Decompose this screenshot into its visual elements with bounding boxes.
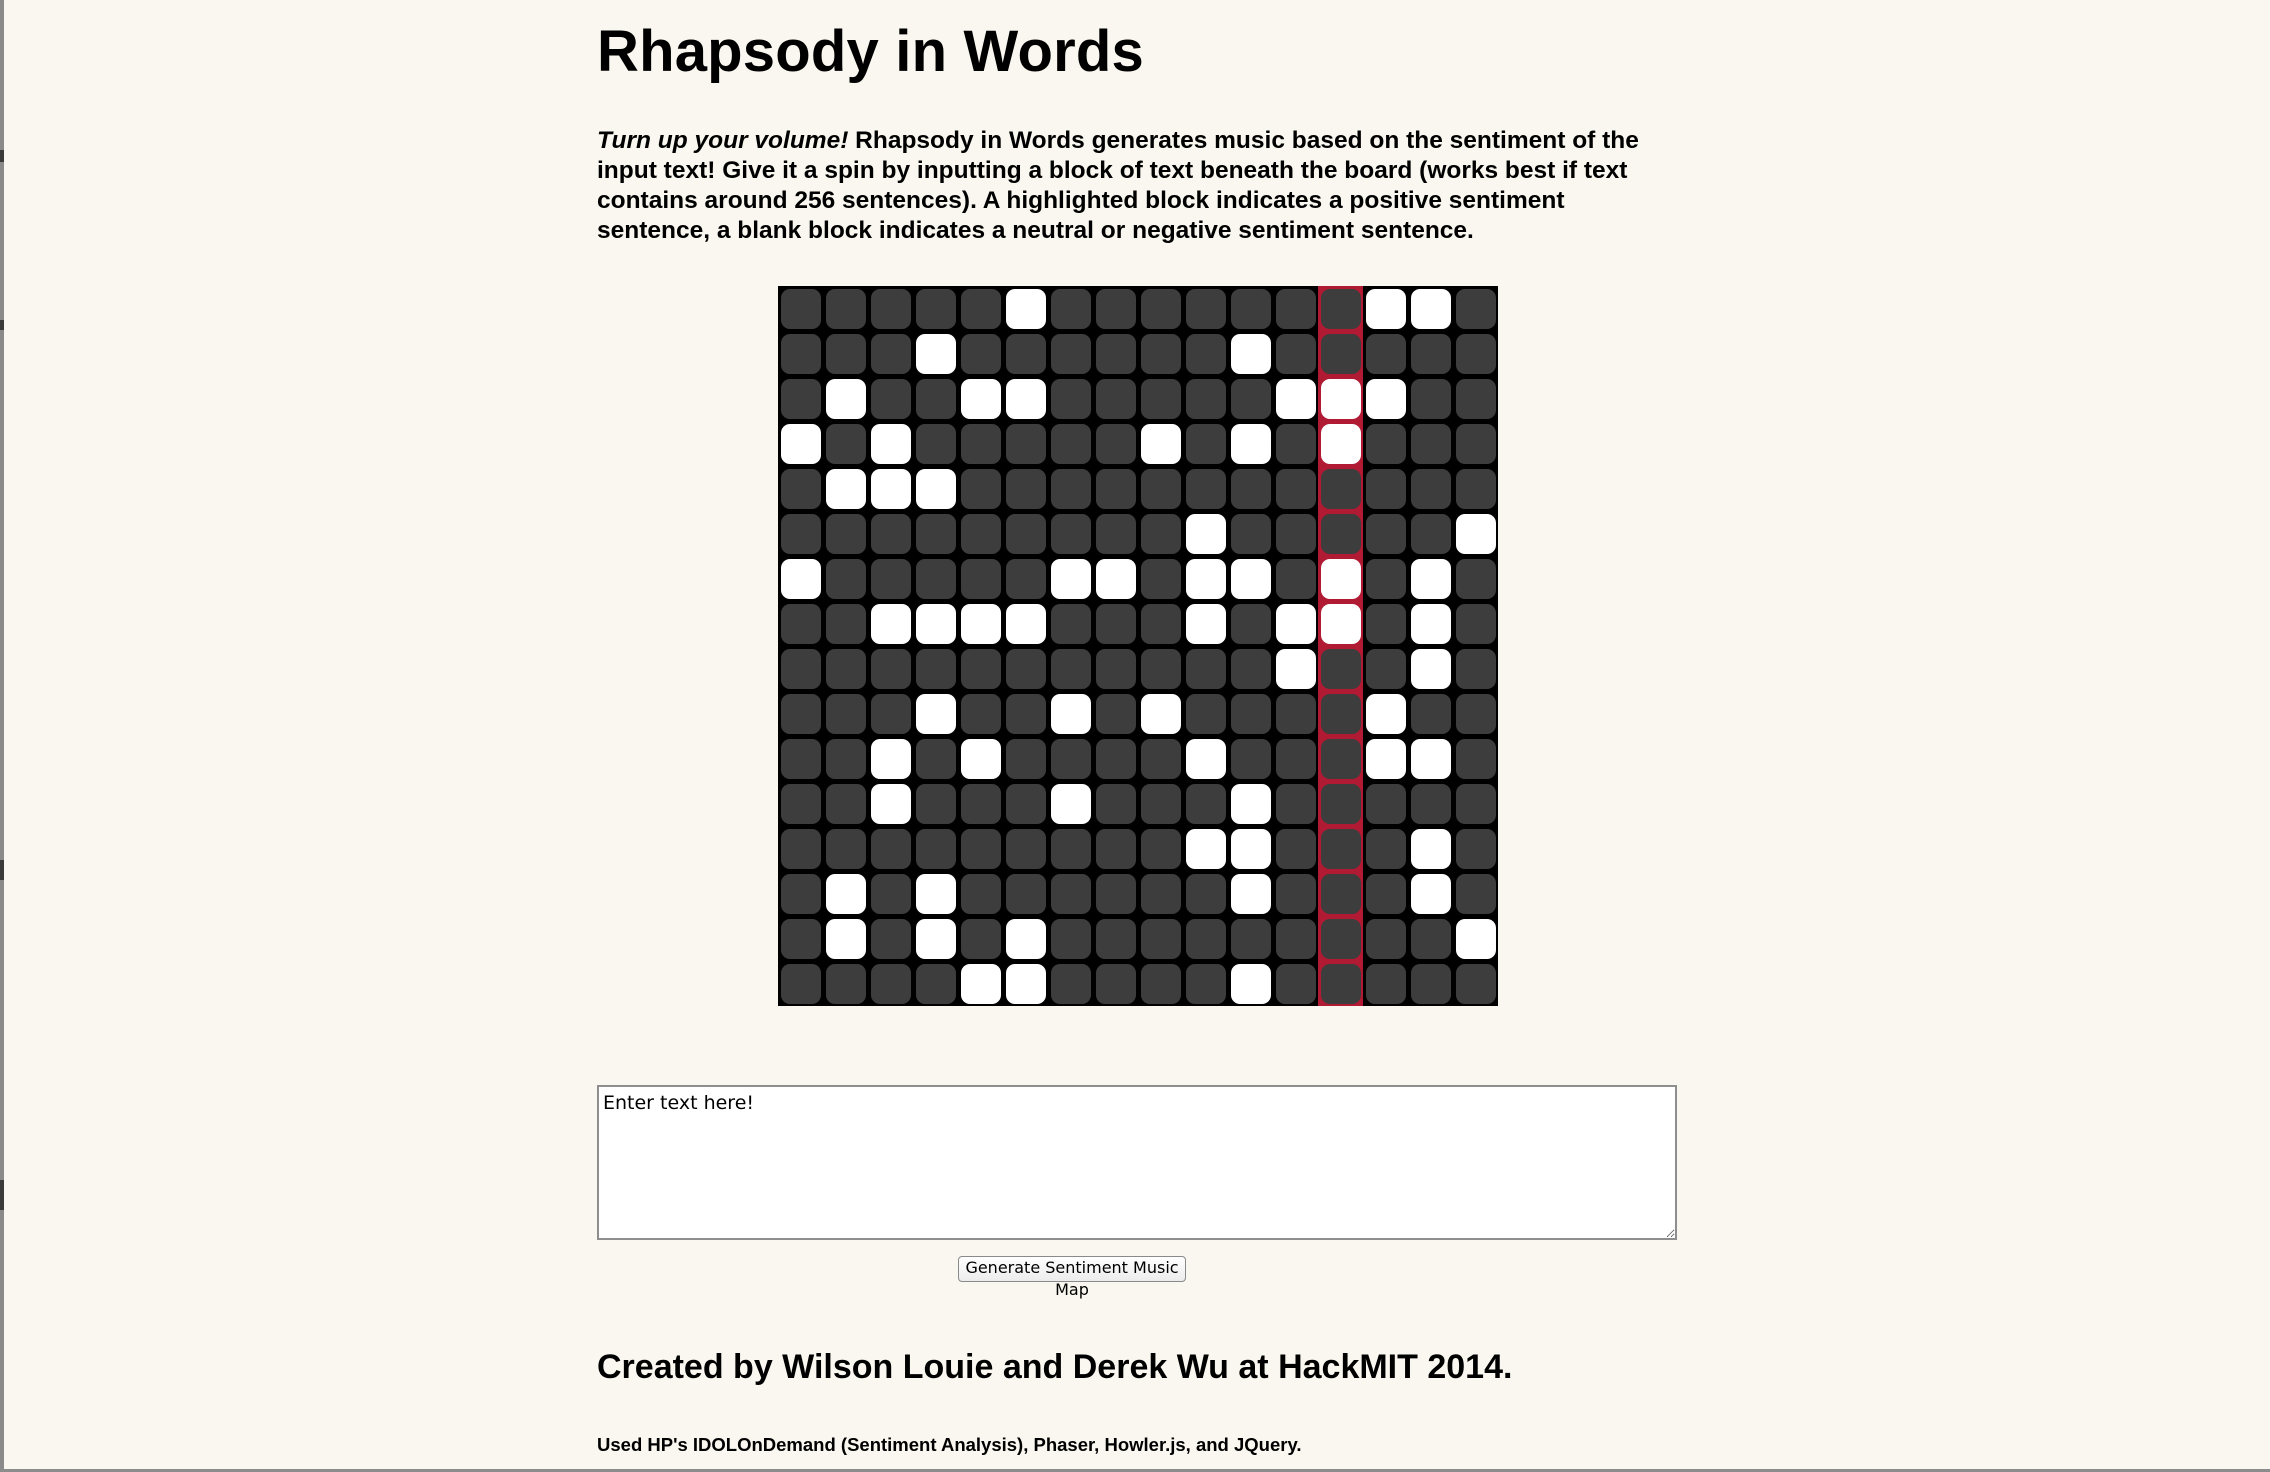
board-cell-blank: [916, 289, 956, 329]
board-cell-positive: [1276, 604, 1316, 644]
board-cell-blank: [1051, 469, 1091, 509]
board-cell-blank: [826, 424, 866, 464]
board-cell-blank: [826, 604, 866, 644]
board-cell-blank: [1321, 334, 1361, 374]
intro-emphasis: Turn up your volume!: [597, 127, 849, 154]
board-cell-blank: [1321, 874, 1361, 914]
board-cell-blank: [781, 829, 821, 869]
board-cell-blank: [1366, 469, 1406, 509]
board-cell-blank: [1096, 604, 1136, 644]
board-cell-blank: [1051, 604, 1091, 644]
board-cell-blank: [1411, 694, 1451, 734]
board-cell-positive: [1411, 604, 1451, 644]
board-cell-positive: [1141, 424, 1181, 464]
board-cell-blank: [916, 514, 956, 554]
board-cell-blank: [1366, 559, 1406, 599]
board-cell-positive: [1411, 559, 1451, 599]
board-cell-positive: [1186, 514, 1226, 554]
board-cell-positive: [1411, 739, 1451, 779]
board-cell-blank: [1141, 874, 1181, 914]
board-cell-blank: [826, 694, 866, 734]
board-cell-blank: [826, 289, 866, 329]
board-cell-blank: [1096, 964, 1136, 1004]
board-cell-blank: [871, 874, 911, 914]
board-cell-blank: [826, 829, 866, 869]
board-cell-blank: [1276, 334, 1316, 374]
board-cell-positive: [916, 694, 956, 734]
board-cell-blank: [826, 334, 866, 374]
board-cell-blank: [961, 874, 1001, 914]
board-cell-blank: [781, 289, 821, 329]
board-cell-positive: [1141, 694, 1181, 734]
board-cell-blank: [1006, 694, 1046, 734]
board-cell-blank: [961, 784, 1001, 824]
board-cell-positive: [1051, 694, 1091, 734]
board-cell-blank: [916, 649, 956, 689]
board-cell-positive: [871, 739, 911, 779]
board-cell-positive: [871, 784, 911, 824]
board-cell-blank: [1321, 784, 1361, 824]
board-cell-positive: [826, 874, 866, 914]
board-cell-blank: [916, 784, 956, 824]
board-cell-blank: [1141, 829, 1181, 869]
board-cell-blank: [961, 334, 1001, 374]
board-cell-blank: [1231, 739, 1271, 779]
board-cell-positive: [1186, 739, 1226, 779]
board-cell-positive: [871, 424, 911, 464]
generate-music-map-button[interactable]: Generate Sentiment Music Map: [958, 1256, 1186, 1282]
board-cell-positive: [961, 739, 1001, 779]
board-cell-blank: [916, 739, 956, 779]
board-cell-blank: [1456, 289, 1496, 329]
board-cell-blank: [961, 559, 1001, 599]
board-cell-blank: [1006, 829, 1046, 869]
board-cell-positive: [871, 469, 911, 509]
board-cell-positive: [1186, 829, 1226, 869]
board-cell-positive: [1231, 424, 1271, 464]
board-cell-blank: [1006, 784, 1046, 824]
board-cell-blank: [1141, 289, 1181, 329]
board-cell-blank: [1366, 784, 1406, 824]
board-cell-blank: [1276, 964, 1316, 1004]
board-cell-blank: [1231, 469, 1271, 509]
board-cell-blank: [781, 874, 821, 914]
board-grid: [778, 286, 1498, 1006]
board-cell-blank: [781, 334, 821, 374]
footer-heading: Created by Wilson Louie and Derek Wu at HackMIT 2014.: [597, 1348, 1513, 1386]
board-cell-blank: [1456, 964, 1496, 1004]
board-cell-blank: [1321, 289, 1361, 329]
board-cell-blank: [1096, 829, 1136, 869]
board-cell-blank: [1186, 649, 1226, 689]
board-cell-blank: [826, 964, 866, 1004]
board-cell-blank: [1456, 424, 1496, 464]
board-cell-blank: [1366, 334, 1406, 374]
board-cell-blank: [1321, 694, 1361, 734]
board-cell-positive: [1006, 289, 1046, 329]
board-cell-blank: [1096, 874, 1136, 914]
intro-text: [597, 126, 1677, 246]
board-cell-blank: [871, 964, 911, 1004]
board-cell-blank: [1006, 424, 1046, 464]
board-cell-blank: [1096, 694, 1136, 734]
board-cell-blank: [1051, 739, 1091, 779]
board-cell-blank: [781, 604, 821, 644]
board-cell-blank: [781, 739, 821, 779]
board-cell-blank: [1321, 829, 1361, 869]
board-cell-positive: [1006, 919, 1046, 959]
board-cell-blank: [871, 919, 911, 959]
board-cell-blank: [1051, 334, 1091, 374]
board-cell-positive: [1186, 559, 1226, 599]
board-cell-blank: [1186, 694, 1226, 734]
board-cell-positive: [781, 559, 821, 599]
board-cell-positive: [826, 469, 866, 509]
board-cell-blank: [1051, 919, 1091, 959]
edge-tick: [0, 320, 4, 330]
board-cell-blank: [1366, 874, 1406, 914]
board-cell-blank: [1456, 469, 1496, 509]
board-cell-blank: [1141, 469, 1181, 509]
board-cell-positive: [1411, 289, 1451, 329]
board-cell-positive: [916, 469, 956, 509]
board-cell-blank: [1231, 919, 1271, 959]
board-cell-blank: [1141, 559, 1181, 599]
board-cell-blank: [1276, 694, 1316, 734]
board-cell-blank: [1411, 919, 1451, 959]
board-cell-blank: [916, 964, 956, 1004]
board-cell-positive: [961, 964, 1001, 1004]
board-cell-positive: [961, 604, 1001, 644]
board-cell-blank: [826, 739, 866, 779]
board-cell-blank: [1366, 424, 1406, 464]
board-cell-blank: [916, 559, 956, 599]
board-cell-blank: [1411, 469, 1451, 509]
board-cell-blank: [1276, 559, 1316, 599]
board-cell-blank: [961, 514, 1001, 554]
board-cell-positive: [1231, 874, 1271, 914]
board-cell-blank: [1276, 919, 1316, 959]
board-cell-positive: [1276, 379, 1316, 419]
board-cell-positive: [1231, 559, 1271, 599]
board-cell-positive: [871, 604, 911, 644]
board-cell-blank: [1096, 784, 1136, 824]
board-cell-blank: [1231, 694, 1271, 734]
board-cell-blank: [1276, 829, 1316, 869]
board-cell-blank: [1366, 649, 1406, 689]
board-cell-blank: [1141, 919, 1181, 959]
board-cell-blank: [1231, 514, 1271, 554]
board-cell-blank: [871, 514, 911, 554]
board-cell-blank: [1141, 739, 1181, 779]
board-cell-positive: [1051, 559, 1091, 599]
board-cell-blank: [871, 649, 911, 689]
board-cell-blank: [1186, 334, 1226, 374]
board-cell-blank: [1411, 964, 1451, 1004]
board-cell-blank: [1276, 514, 1316, 554]
board-cell-blank: [961, 694, 1001, 734]
board-cell-blank: [1456, 739, 1496, 779]
board-cell-positive: [1186, 604, 1226, 644]
board-cell-blank: [1096, 289, 1136, 329]
board-cell-blank: [781, 784, 821, 824]
board-cell-blank: [781, 964, 821, 1004]
board-cell-blank: [1411, 334, 1451, 374]
board-cell-blank: [1141, 964, 1181, 1004]
board-cell-positive: [916, 334, 956, 374]
board-cell-blank: [1366, 964, 1406, 1004]
board-cell-blank: [1096, 424, 1136, 464]
board-cell-blank: [1276, 739, 1316, 779]
board-cell-blank: [871, 289, 911, 329]
board-cell-blank: [1186, 919, 1226, 959]
board-cell-blank: [916, 829, 956, 869]
board-cell-blank: [871, 829, 911, 869]
board-cell-blank: [781, 694, 821, 734]
window-left-edge: [0, 0, 4, 1472]
board-cell-positive: [1231, 964, 1271, 1004]
board-cell-positive: [961, 379, 1001, 419]
board-cell-blank: [1456, 874, 1496, 914]
board-cell-blank: [826, 514, 866, 554]
board-cell-positive: [1096, 559, 1136, 599]
board-cell-blank: [1231, 289, 1271, 329]
board-cell-positive: [1231, 334, 1271, 374]
board-cell-positive: [1321, 379, 1361, 419]
board-cell-blank: [1456, 649, 1496, 689]
board-cell-blank: [961, 919, 1001, 959]
board-cell-blank: [1141, 379, 1181, 419]
board-cell-blank: [916, 379, 956, 419]
board-cell-blank: [1051, 874, 1091, 914]
board-cell-positive: [1366, 694, 1406, 734]
board-cell-blank: [916, 424, 956, 464]
footer-credits: Used HP's IDOLOnDemand (Sentiment Analysis), Phaser, Howler.js, and JQuery.: [597, 1434, 1302, 1455]
board-cell-blank: [1186, 289, 1226, 329]
board-cell-blank: [1456, 604, 1496, 644]
board-cell-blank: [1006, 334, 1046, 374]
board-cell-blank: [826, 784, 866, 824]
board-cell-positive: [1366, 739, 1406, 779]
board-cell-blank: [1186, 469, 1226, 509]
board-cell-positive: [781, 424, 821, 464]
board-cell-blank: [1051, 289, 1091, 329]
board-cell-blank: [826, 649, 866, 689]
board-cell-blank: [1276, 469, 1316, 509]
board-cell-blank: [1456, 784, 1496, 824]
sentiment-board[interactable]: [778, 286, 1498, 1006]
board-cell-positive: [1411, 649, 1451, 689]
board-cell-positive: [1411, 829, 1451, 869]
board-cell-blank: [1141, 784, 1181, 824]
board-cell-blank: [1096, 514, 1136, 554]
board-cell-blank: [1186, 379, 1226, 419]
board-cell-blank: [1276, 424, 1316, 464]
board-cell-positive: [1276, 649, 1316, 689]
board-cell-positive: [1006, 964, 1046, 1004]
board-cell-blank: [1276, 289, 1316, 329]
board-cell-blank: [1141, 604, 1181, 644]
board-cell-blank: [781, 379, 821, 419]
board-cell-blank: [961, 829, 1001, 869]
board-cell-blank: [1051, 964, 1091, 1004]
board-cell-blank: [1051, 514, 1091, 554]
board-cell-blank: [781, 469, 821, 509]
board-cell-blank: [871, 559, 911, 599]
board-cell-blank: [1006, 874, 1046, 914]
board-cell-positive: [1456, 919, 1496, 959]
board-cell-positive: [1411, 874, 1451, 914]
board-cell-blank: [871, 379, 911, 419]
board-cell-blank: [961, 469, 1001, 509]
board-cell-blank: [1096, 919, 1136, 959]
board-cell-blank: [1411, 514, 1451, 554]
board-cell-blank: [1006, 559, 1046, 599]
board-cell-blank: [1186, 874, 1226, 914]
board-cell-positive: [1231, 829, 1271, 869]
board-cell-blank: [1276, 784, 1316, 824]
board-cell-blank: [871, 694, 911, 734]
board-cell-positive: [1231, 784, 1271, 824]
board-cell-blank: [1141, 514, 1181, 554]
edge-tick: [0, 1180, 4, 1210]
board-cell-positive: [916, 874, 956, 914]
board-cell-blank: [1276, 874, 1316, 914]
board-cell-blank: [1186, 784, 1226, 824]
board-cell-blank: [1096, 379, 1136, 419]
board-cell-blank: [1141, 334, 1181, 374]
board-cell-positive: [826, 919, 866, 959]
board-cell-positive: [1006, 604, 1046, 644]
board-cell-blank: [1456, 334, 1496, 374]
board-cell-blank: [1411, 784, 1451, 824]
board-cell-blank: [1186, 424, 1226, 464]
board-cell-blank: [826, 559, 866, 599]
board-cell-blank: [1321, 514, 1361, 554]
board-cell-blank: [1051, 649, 1091, 689]
board-cell-positive: [1321, 604, 1361, 644]
board-cell-blank: [961, 289, 1001, 329]
edge-tick: [0, 860, 4, 880]
board-cell-blank: [1456, 559, 1496, 599]
board-cell-blank: [1321, 469, 1361, 509]
board-cell-blank: [1231, 379, 1271, 419]
board-cell-blank: [1411, 379, 1451, 419]
board-cell-blank: [1366, 829, 1406, 869]
edge-tick: [0, 150, 4, 162]
board-cell-blank: [1141, 649, 1181, 689]
board-cell-blank: [781, 649, 821, 689]
board-cell-blank: [871, 334, 911, 374]
board-cell-blank: [781, 919, 821, 959]
board-cell-blank: [781, 514, 821, 554]
page-title: Rhapsody in Words: [597, 19, 1144, 84]
board-cell-blank: [1456, 829, 1496, 869]
board-cell-positive: [1321, 559, 1361, 599]
board-cell-blank: [1321, 739, 1361, 779]
board-cell-blank: [961, 649, 1001, 689]
board-cell-blank: [1366, 604, 1406, 644]
board-cell-blank: [1051, 379, 1091, 419]
board-cell-blank: [1006, 649, 1046, 689]
board-cell-blank: [1456, 694, 1496, 734]
board-cell-blank: [1321, 919, 1361, 959]
board-cell-positive: [1366, 379, 1406, 419]
board-cell-positive: [1366, 289, 1406, 329]
board-cell-positive: [916, 919, 956, 959]
board-cell-blank: [1051, 424, 1091, 464]
board-cell-positive: [1321, 424, 1361, 464]
board-cell-blank: [1051, 829, 1091, 869]
board-cell-blank: [1186, 964, 1226, 1004]
board-cell-positive: [916, 604, 956, 644]
board-cell-blank: [1006, 739, 1046, 779]
board-cell-blank: [1321, 649, 1361, 689]
board-cell-positive: [1051, 784, 1091, 824]
board-cell-positive: [1006, 379, 1046, 419]
board-cell-positive: [1456, 514, 1496, 554]
board-cell-blank: [1096, 469, 1136, 509]
board-cell-blank: [1411, 424, 1451, 464]
board-cell-blank: [1006, 469, 1046, 509]
board-cell-blank: [1006, 514, 1046, 554]
board-cell-blank: [1456, 379, 1496, 419]
board-cell-blank: [1231, 604, 1271, 644]
text-input[interactable]: [597, 1085, 1677, 1240]
board-cell-blank: [1096, 739, 1136, 779]
board-cell-blank: [1231, 649, 1271, 689]
board-cell-blank: [1096, 649, 1136, 689]
board-cell-blank: [1096, 334, 1136, 374]
board-cell-blank: [1366, 919, 1406, 959]
board-cell-blank: [961, 424, 1001, 464]
board-cell-positive: [826, 379, 866, 419]
intro-body: Rhapsody in Words generates music based on the sentiment of the input text! Give it a spin by inputting a block of text beneath the board (works best if text contains around 256 sentences). A highlighted block indicates a positive sentiment sentence, a blank block indicates a neutral or negative sentiment sentence.: [597, 127, 1639, 244]
board-cell-blank: [1366, 514, 1406, 554]
board-cell-blank: [1321, 964, 1361, 1004]
